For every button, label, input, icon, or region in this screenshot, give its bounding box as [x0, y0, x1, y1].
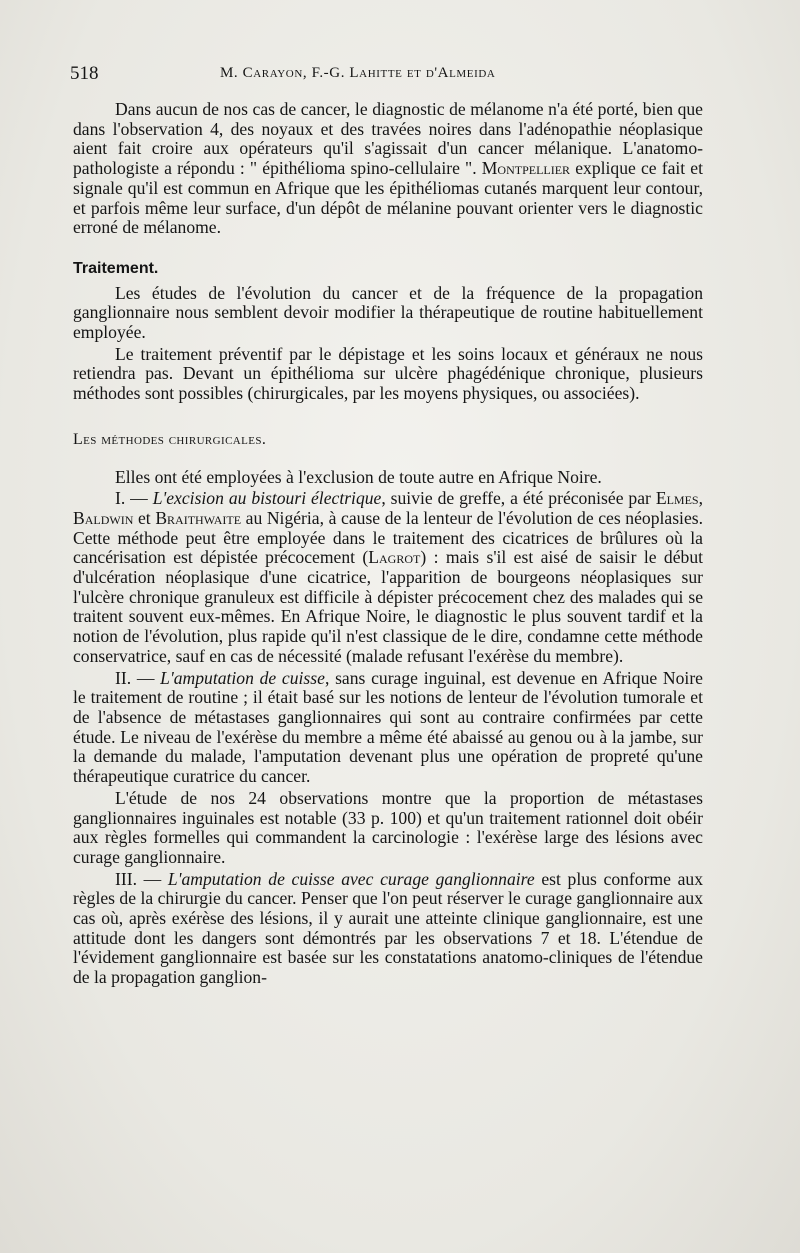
section-heading-traitement: Traitement. — [73, 259, 159, 277]
running-head: M. Carayon, F.-G. Lahitte et d'Almeida — [220, 65, 496, 81]
author-name: Elmes — [655, 488, 699, 509]
list-item-2: II. — L'amputation de cuisse, sans curage inguinal, est devenue en Afrique Noire le traitement de routine ; il était basé sur les notions de lenteur de l'évolution tumorale et de l'absence de métastases ganglionnaires qui sont au contraire confirmées par cette étude. Le niveau de l'exérèse du membre a même été abaissé au genou ou à la jambe, sur la demande du malade, l'amputation devenant plus une opération de propreté qu'une thérapeutique curatrice du cancer. — [73, 667, 703, 787]
author-name: Baldwin — [73, 507, 134, 528]
item-title: L'excision au bistouri électrique — [152, 488, 382, 509]
page-header — [70, 63, 710, 87]
page-number: 518 — [70, 63, 99, 84]
item-title: L'amputation de cuisse — [160, 667, 325, 688]
item-title: L'amputation de cuisse avec curage ganglionnaire — [167, 868, 535, 889]
paragraph: Le traitement préventif par le dépistage et les soins locaux et généraux ne nous retiendra pas. Devant un épithélioma sur ulcère phagédénique chronique, plusieurs méthodes sont possibles (chirurgicales, par les moyens physiques, ou associées). — [73, 343, 703, 404]
paragraph: L'étude de nos 24 observations montre que la proportion de métastases ganglionnaires inguinales est notable (33 p. 100) et qu'un traitement rationnel doit obéir aux règles formelles qui commandent la carcinologie : l'exérèse large des lésions avec curage ganglionnaire. — [73, 787, 703, 867]
author-name: Lagrot — [368, 547, 421, 568]
paragraph: Les études de l'évolution du cancer et de la fréquence de la propagation ganglionnaire nous semblent devoir modifier la thérapeutique de routine habituellement employée. — [73, 282, 703, 343]
paragraph: Dans aucun de nos cas de cancer, le diagnostic de mélanome n'a été porté, bien que dans l'observation 4, des noyaux et des travées noires dans l'adénopathie néoplasique aient fait croire aux opérateurs qu'il s'agissait d'un cancer mélanique. L'anatomo-pathologiste a répondu : " épithélioma spino-cellulaire ". Montpellier explique ce fait et signale qu'il est commun en Afrique que les épithéliomas cutanés marquent leur contour, et parfois même leur surface, d'un dépôt de mélanine pouvant orienter vers le diagnostic erroné de mélanome. — [73, 99, 703, 238]
list-item-1: I. — L'excision au bistouri électrique, suivie de greffe, a été préconisée par Elmes, Baldwin et Braithwaite au Nigéria, à cause de la lenteur de l'évolution de ces néoplasies. Cette méthode peut être employée dans le traitement des cicatrices de brûlures où la cancérisation est dépistée précocement (Lagrot) : mais s'il est aisé de saisir le début d'ulcération néoplasique d'une cicatrice, l'apparition de bourgeons néoplasiques sur l'ulcère chronique granuleux est difficile à dépister précocement chez des malades qui se traitent souvent eux-mêmes. En Afrique Noire, le diagnostic le plus souvent tardif et la notion de l'évolution, plus rapide qu'il n'est classique de le dire, condamne cette méthode conservatrice, sauf en cas de nécessité (malade refusant l'exérèse du membre). — [73, 488, 703, 666]
paragraph: Elles ont été employées à l'exclusion de toute autre en Afrique Noire. — [115, 466, 602, 487]
author-name: Montpellier — [481, 158, 571, 179]
section-heading-methodes: Les méthodes chirurgicales. — [73, 430, 267, 448]
body-text — [73, 100, 703, 988]
list-item-3: III. — L'amputation de cuisse avec curage ganglionnaire est plus conforme aux règles de la chirurgie du cancer. Penser que l'on peut réserver le curage ganglionnaire aux cas où, après exérèse des lésions, il y aurait une atteinte clinique ganglionnaire, est une attitude dont les dangers sont démontrés par les observations 7 et 18. L'étendue de l'évidement ganglionnaire est basée sur les constatations anatomo-cliniques de l'étendue de la propagation ganglion- — [73, 868, 703, 988]
author-name: Braithwaite — [155, 507, 242, 528]
